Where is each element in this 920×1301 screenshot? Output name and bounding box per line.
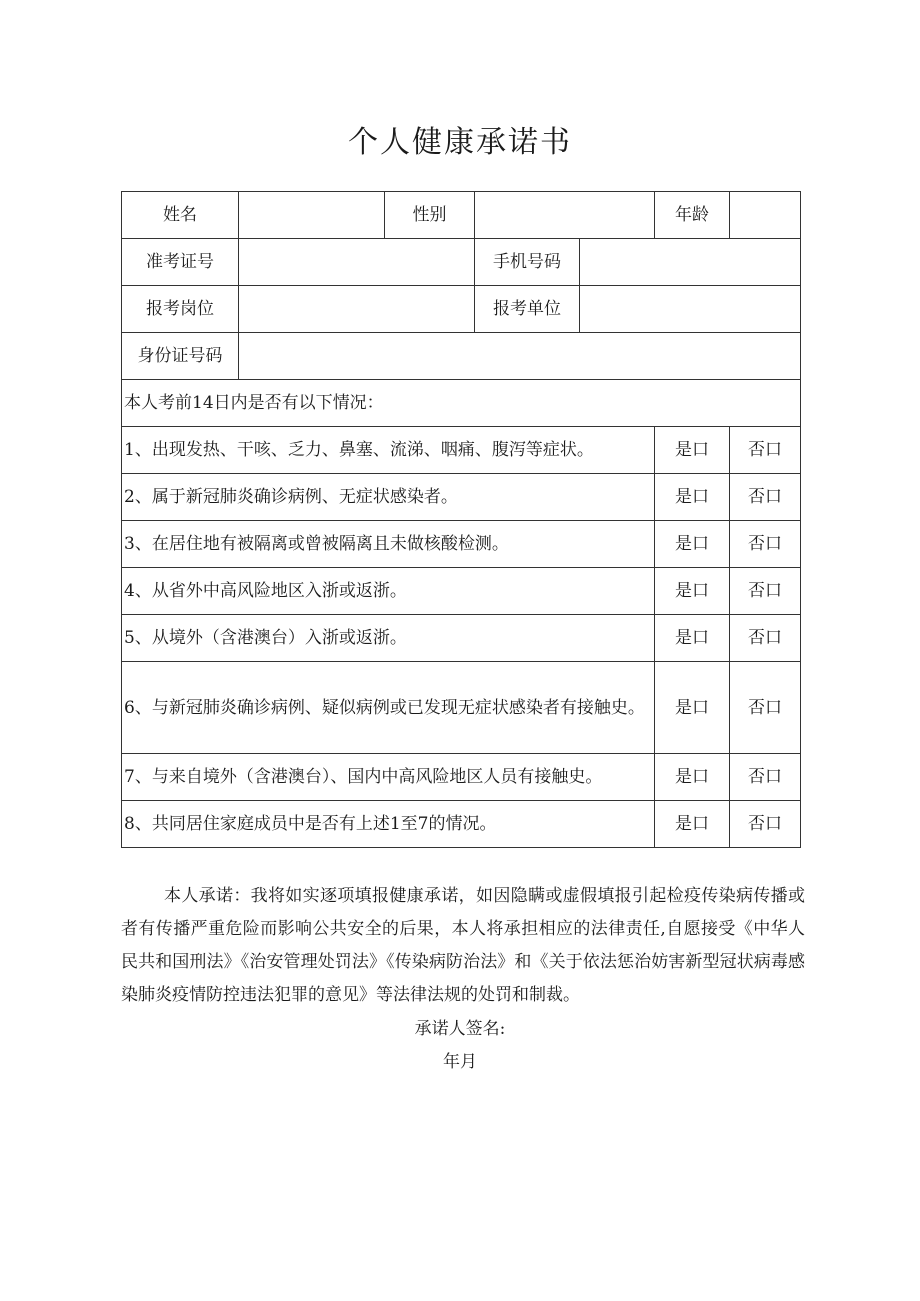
question-text: 4、从省外中高风险地区入浙或返浙。 <box>122 568 655 615</box>
question-text: 6、与新冠肺炎确诊病例、疑似病例或已发现无症状感染者有接触史。 <box>122 662 655 754</box>
id-card-label: 身份证号码 <box>122 333 239 380</box>
gender-label: 性别 <box>385 192 475 239</box>
row-basic-info <box>122 192 801 239</box>
position-label: 报考岗位 <box>122 286 239 333</box>
row-exam-id <box>122 239 801 286</box>
row-id-card <box>122 333 801 380</box>
signature-label: 承诺人签名: <box>414 1019 506 1039</box>
question-text: 8、共同居住家庭成员中是否有上述1至7的情况。 <box>122 801 655 848</box>
question-row <box>122 474 801 521</box>
exam-id-field[interactable] <box>239 239 475 286</box>
yes-checkbox[interactable]: 是口 <box>655 754 730 801</box>
no-checkbox[interactable]: 否口 <box>730 662 801 754</box>
position-field[interactable] <box>239 286 475 333</box>
name-label: 姓名 <box>122 192 239 239</box>
age-label: 年龄 <box>655 192 730 239</box>
yes-checkbox[interactable]: 是口 <box>655 474 730 521</box>
date-label: 年月 <box>443 1052 477 1072</box>
page-title: 个人健康承诺书 <box>348 125 572 160</box>
phone-label: 手机号码 <box>475 239 580 286</box>
question-intro: 本人考前14日内是否有以下情况： <box>122 380 801 427</box>
promise-text: 本人承诺：我将如实逐项填报健康承诺，如因隐瞒或虚假填报引起检疫传染病传播或者有传播严重危险而影响公共安全的后果，本人将承担相应的法律责任,自愿接受《中华人民共和国刑法》《治安管理处罚法》《传染病防治法》和《关于依法惩治妨害新型冠状病毒感染肺炎疫情防控违法犯罪的意见》等法律法规的处罚和制裁。 <box>121 886 805 1005</box>
question-text: 1、出现发热、干咳、乏力、鼻塞、流涕、咽痛、腹泻等症状。 <box>122 427 655 474</box>
question-row <box>122 521 801 568</box>
name-field[interactable] <box>239 192 385 239</box>
question-row <box>122 754 801 801</box>
question-row <box>122 801 801 848</box>
yes-checkbox[interactable]: 是口 <box>655 568 730 615</box>
health-form-table <box>121 191 801 848</box>
yes-checkbox[interactable]: 是口 <box>655 521 730 568</box>
phone-field[interactable] <box>580 239 801 286</box>
question-row <box>122 568 801 615</box>
yes-checkbox[interactable]: 是口 <box>655 615 730 662</box>
question-row <box>122 615 801 662</box>
row-position <box>122 286 801 333</box>
unit-field[interactable] <box>580 286 801 333</box>
no-checkbox[interactable]: 否口 <box>730 615 801 662</box>
question-text: 5、从境外（含港澳台）入浙或返浙。 <box>122 615 655 662</box>
exam-id-label: 准考证号 <box>122 239 239 286</box>
gender-field[interactable] <box>475 192 655 239</box>
question-text: 2、属于新冠肺炎确诊病例、无症状感染者。 <box>122 474 655 521</box>
question-text: 3、在居住地有被隔离或曾被隔离且未做核酸检测。 <box>122 521 655 568</box>
no-checkbox[interactable]: 否口 <box>730 474 801 521</box>
yes-checkbox[interactable]: 是口 <box>655 801 730 848</box>
unit-label: 报考单位 <box>475 286 580 333</box>
yes-checkbox[interactable]: 是口 <box>655 427 730 474</box>
id-card-field[interactable] <box>239 333 801 380</box>
age-field[interactable] <box>730 192 801 239</box>
no-checkbox[interactable]: 否口 <box>730 568 801 615</box>
question-row <box>122 662 801 754</box>
promise-paragraph <box>121 880 805 1012</box>
question-text: 7、与来自境外（含港澳台）、国内中高风险地区人员有接触史。 <box>122 754 655 801</box>
no-checkbox[interactable]: 否口 <box>730 754 801 801</box>
no-checkbox[interactable]: 否口 <box>730 427 801 474</box>
yes-checkbox[interactable]: 是口 <box>655 662 730 754</box>
no-checkbox[interactable]: 否口 <box>730 801 801 848</box>
row-question-intro <box>122 380 801 427</box>
no-checkbox[interactable]: 否口 <box>730 521 801 568</box>
question-row <box>122 427 801 474</box>
